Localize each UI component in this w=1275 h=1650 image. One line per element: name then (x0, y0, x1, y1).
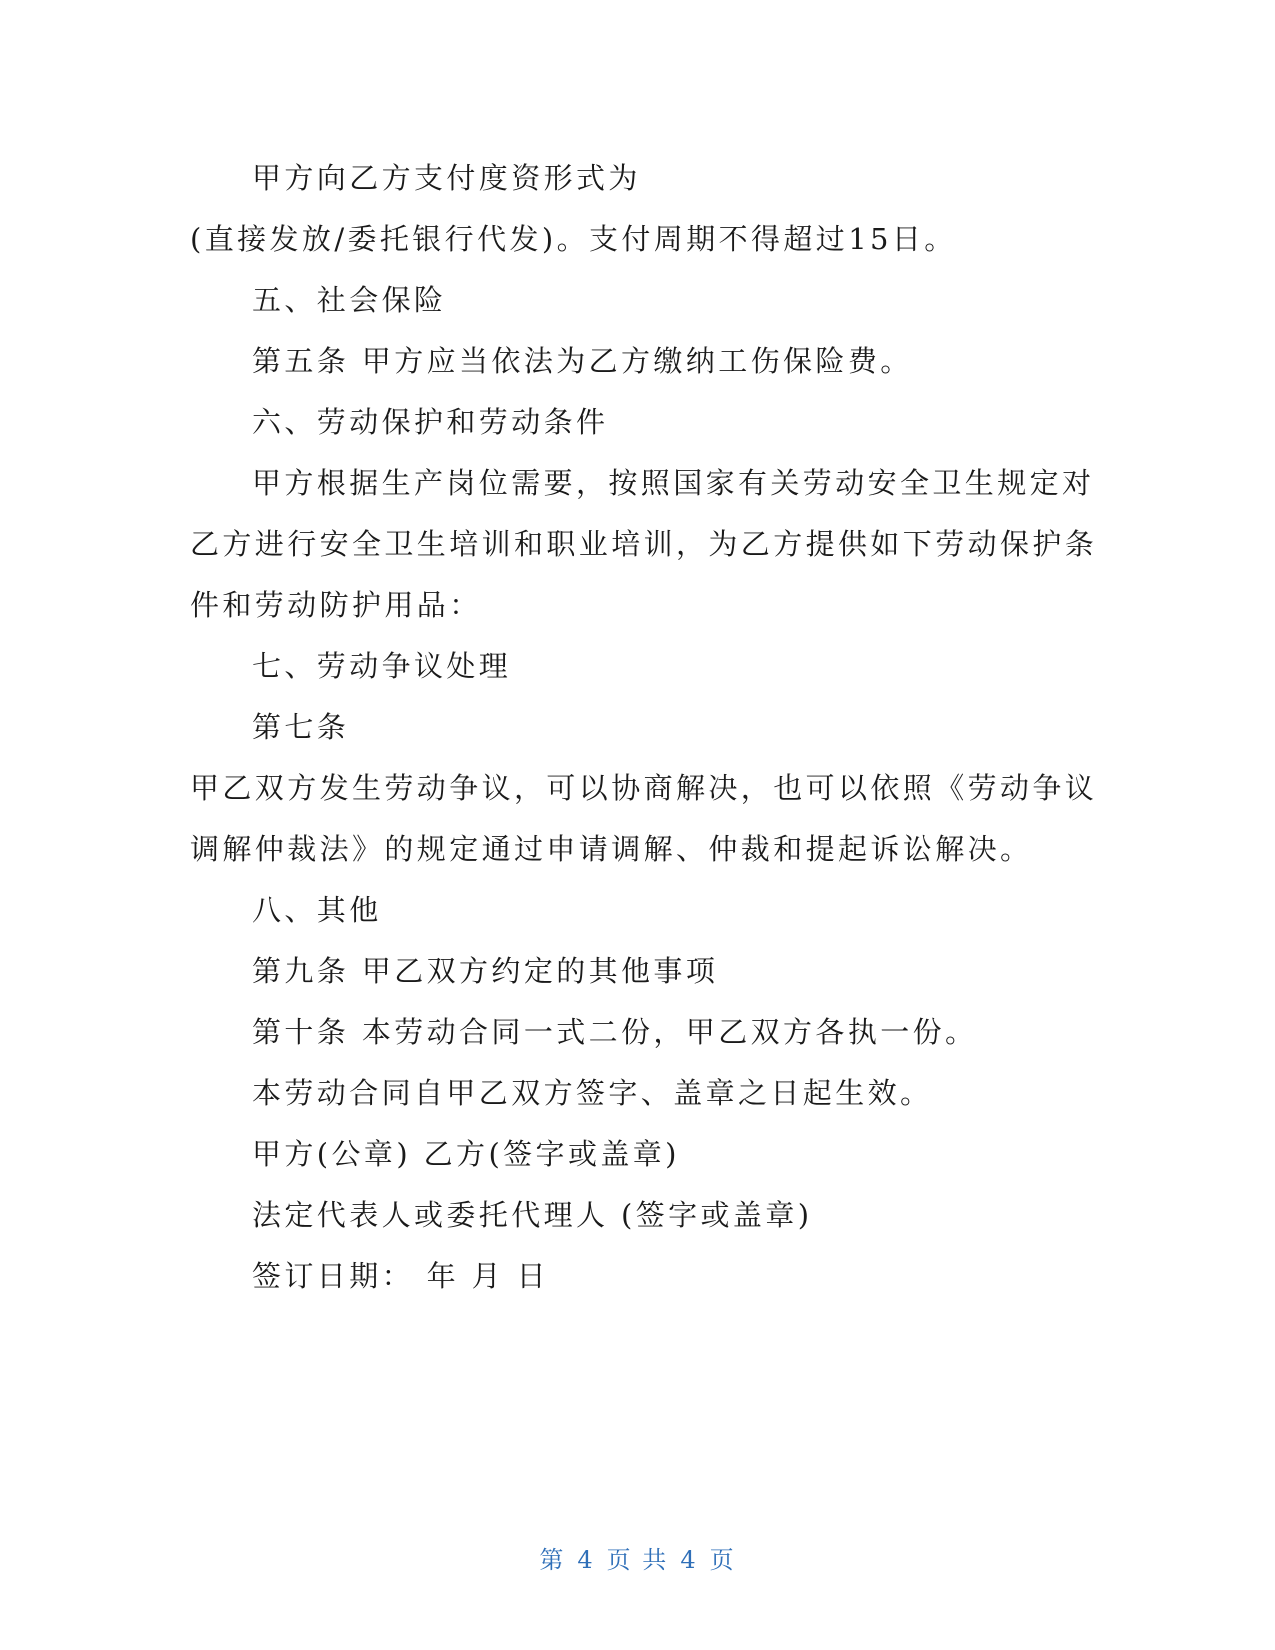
heading-social-insurance: 五、社会保险 (252, 283, 447, 317)
paragraph-dispute-2: 调解仲裁法》的规定通过申请调解、仲裁和提起诉讼解决。 (190, 832, 1033, 866)
footer-prefix: 第 (539, 1546, 566, 1574)
signature-representative: 法定代表人或委托代理人 (签字或盖章) (252, 1198, 813, 1232)
article-10: 第十条 本劳动合同一式二份，甲乙双方各执一份。 (252, 1015, 978, 1049)
paragraph-labor-protection-2: 乙方进行安全卫生培训和职业培训，为乙方提供如下劳动保护条 (190, 527, 1098, 561)
article-9: 第九条 甲乙双方约定的其他事项 (252, 954, 719, 988)
footer-current-page: 4 (577, 1546, 595, 1574)
heading-labor-dispute: 七、劳动争议处理 (252, 649, 512, 683)
paragraph-dispute-1: 甲乙双方发生劳动争议，可以协商解决，也可以依照《劳动争议 (190, 771, 1098, 805)
paragraph-labor-protection-3: 件和劳动防护用品： (190, 588, 482, 622)
paragraph-effective: 本劳动合同自甲乙双方签字、盖章之日起生效。 (252, 1076, 933, 1110)
footer-total-pages: 4 (680, 1546, 698, 1574)
heading-labor-protection: 六、劳动保护和劳动条件 (252, 405, 609, 439)
article-5: 第五条 甲方应当依法为乙方缴纳工伤保险费。 (252, 344, 913, 378)
article-7: 第七条 (252, 710, 350, 744)
document-body (190, 148, 1098, 1307)
signature-parties: 甲方(公章) 乙方(签字或盖章) (252, 1137, 680, 1171)
paragraph-labor-protection-1: 甲方根据生产岗位需要，按照国家有关劳动安全卫生规定对 (252, 466, 1095, 500)
paragraph-payment-form: 甲方向乙方支付度资形式为 (252, 161, 641, 195)
paragraph-payment-cycle: (直接发放/委托银行代发)。支付周期不得超过15日。 (190, 222, 957, 256)
heading-other: 八、其他 (252, 893, 382, 927)
footer-middle: 页 共 (606, 1546, 669, 1574)
footer-suffix: 页 (709, 1546, 736, 1574)
signing-date: 签订日期： 年 月 日 (252, 1259, 550, 1293)
page-footer (0, 1540, 1275, 1575)
